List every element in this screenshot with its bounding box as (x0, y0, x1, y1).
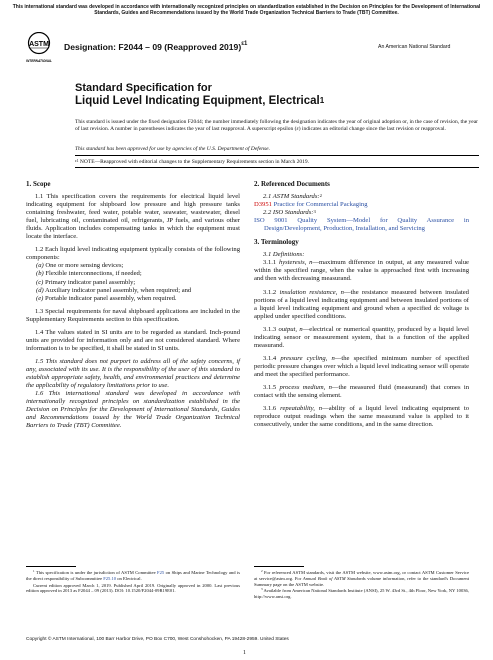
designation-text: Designation: F2044 – 09 (Reapproved 2019) (64, 42, 242, 52)
footnote-3: $^3$ Available from American National Standards Institute (ANSI), 25 W. 43rd St., 4th Floor, New York, NY 10036, http://www.ansi.org. (254, 587, 469, 600)
note-text: NOTE—Reapproved with editorial changes to the Supplementary Requirements section in March 2019. (78, 159, 310, 165)
def-insulation-resistance: 3.1.2 insulation resistance, n—the resistance measured between insulated portions of a liquid level indicating equipment and between insulated portions of a liquid level indicating equipment and ground when a specified dc voltage is applied under specified conditions. (254, 288, 469, 320)
list-item: (b) Flexible interconnections, if needed; (36, 270, 142, 278)
ans-label: An American National Standard (378, 44, 451, 50)
definitions-label: 3.1 Definitions: (263, 251, 305, 259)
def-process-medium: 3.1.5 process medium, n—the measured fluid (measurand) that comes in contact with the sensing element. (254, 383, 469, 400)
svg-text:ASTM: ASTM (29, 41, 49, 48)
page-title (75, 82, 324, 108)
right-column (254, 180, 469, 429)
f25-link[interactable]: F25 (157, 570, 165, 575)
list-item: (d) Auxiliary indicator panel assembly, when required; and (36, 286, 192, 294)
d3951-code[interactable]: D3951 (254, 201, 272, 209)
divider (75, 167, 479, 168)
scope-heading: 1. Scope (26, 180, 51, 188)
logo-text: INTERNATIONAL (26, 59, 52, 63)
f25-10-link[interactable]: F25.10 (103, 575, 117, 581)
copyright: Copyright © ASTM International, 100 Barr Harbor Drive, PO Box C700, West Conshohocken, PA 19428-2959. United States (26, 637, 289, 642)
iso-code[interactable]: ISO 9001 (254, 217, 288, 225)
ref-heading: 2. Referenced Documents (254, 180, 330, 188)
title-line-2 (75, 95, 324, 108)
dod-paragraph: This standard has been approved for use by agencies of the U.S. Department of Defense. (75, 146, 270, 152)
footnote-rule (254, 566, 304, 567)
astm-standards-label: 2.1 ASTM Standards:$^2$ (263, 193, 322, 201)
note-sup: ε1 (75, 159, 79, 163)
def-hysteresis: 3.1.1 hysteresis, n—maximum difference in output, at any measured value within the specified range, when the value is approached first with increasing and then with decreasing measurand. (254, 259, 469, 283)
ref-iso9001[interactable] (254, 217, 469, 233)
title-line-2-text: Liquid Level Indicating Equipment, Electrical (75, 95, 320, 107)
footnote-1: $^1$ This specification is under the jurisdiction of ASTM Committee F25 on Ships and Marine Technology and is the direct responsibility of Subcommittee F25.10 on Electrical. (26, 569, 240, 581)
para-1-2: 1.2 Each liquid level indicating equipment typically consists of the following components: (26, 246, 240, 262)
footnote-rule (26, 566, 76, 567)
left-column (26, 180, 240, 430)
title-line-1: Standard Specification for (75, 82, 212, 94)
terminology-heading: 3. Terminology (254, 238, 299, 247)
iso-standards-label: 2.2 ISO Standards:$^3$ (263, 209, 316, 217)
footnote-1-edition: Current edition approved March 1, 2019. Published April 2019. Originally approved in 2000. Last previous edition approved in 2013 as F2044 – 09 (2013). DOI: 10.1520/F2044-09R19E01. (26, 582, 240, 594)
para-1-1: 1.1 This specification covers the requirements for electrical liquid level indicating equipment for shipboard low pressure and high pressure tanks containing freshwater, feed water, potable water, seawater, wastewater, diesel fuel, lubricating oil, contaminated oil, refrigerants, JP fuels, and various other fluids. Application includes compensating tanks in which the equipment must locate the interface. (26, 193, 240, 241)
designation (64, 42, 247, 52)
intro-paragraph: This standard is issued under the fixed designation F2044; the number immediately following the designation indicates the year of original adoption or, in the case of revision, the year of last revision. A number in parentheses indicates the year of last reapproval. A superscript epsilon (ε) indicates an editorial change since the last revision or reapproval. (75, 119, 479, 132)
d3951-title[interactable]: Practice for Commercial Packaging (271, 201, 368, 209)
para-1-3: 1.3 Special requirements for naval shipboard applications are included in the Supplementary Requirements section to this specification. (26, 307, 240, 323)
list-item: (a) One or more sensing devices; (36, 262, 124, 270)
divider (75, 155, 479, 156)
footnotes-right (254, 566, 469, 601)
list-item: (c) Primary indicator panel assembly; (36, 278, 136, 286)
para-1-6: 1.6 This international standard was developed in accordance with internationally recognized principles on standardization established in the Decision on Principles for the Development of International Standards, Guides and Recommendations issued by the World Trade Organization Technical Barriers to Trade (TBT) Committee. (26, 390, 240, 430)
title-sup: 1 (319, 96, 325, 105)
def-pressure-cycling: 3.1.4 pressure cycling, n—the specified minimum number of specified periodic pressure changes over which a liquid level indicating sensor will operate and meet the specified performance. (254, 354, 469, 378)
para-1-4: 1.4 The values stated in SI units are to be regarded as standard. Inch-pound units are provided for information only and are not considered standard. Where information is to be specified, it shall be stated in SI units. (26, 328, 240, 352)
ref-d3951[interactable] (254, 201, 469, 209)
def-repeatability: 3.1.6 repeatability, n—ability of a liquid level indicating equipment to reproduce output readings when the same measurand value is applied to it consecutively, under the same conditions, and in the same direction. (254, 405, 469, 429)
para-1-5: 1.5 This standard does not purport to address all of the safety concerns, if any, associated with its use. It is the responsibility of the user of this standard to establish appropriate safety, health, and environmental practices and determine the applicability of regulatory limitations prior to use. (26, 357, 240, 390)
astm-logo-icon (26, 32, 52, 66)
iso-title[interactable]: Quality System—Model for Quality Assurance in Design/Development, Production, Installation, and Servicing (264, 217, 470, 233)
footnote-2: $^2$ For referenced ASTM standards, visit the ASTM website, www.astm.org, or contact ASTM Customer Service at service@astm.org. For Annual Book of ASTM Standards volume information, refer to the standard's Document Summary page on the ASTM website. (254, 569, 469, 587)
designation-sup: ε1 (241, 41, 248, 47)
top-notice: This international standard was developed in accordance with internationally recognized principles on standardization established in the Decision on Principles for the Development of International Standards, Guides and Recommendations issued by the World Trade Organization Technical Barriers to Trade (TBT) Committee. (12, 4, 481, 17)
page-number: 1 (243, 650, 246, 656)
footnotes-left (26, 566, 240, 595)
def-output: 3.1.3 output, n—electrical or numerical quantity, produced by a liquid level indicating sensor or measurement system, that is a function of the applied measurand. (254, 325, 469, 349)
list-item: (e) Portable indicator panel assembly, when required. (36, 294, 177, 302)
component-list (26, 262, 240, 302)
editorial-note (75, 159, 479, 166)
